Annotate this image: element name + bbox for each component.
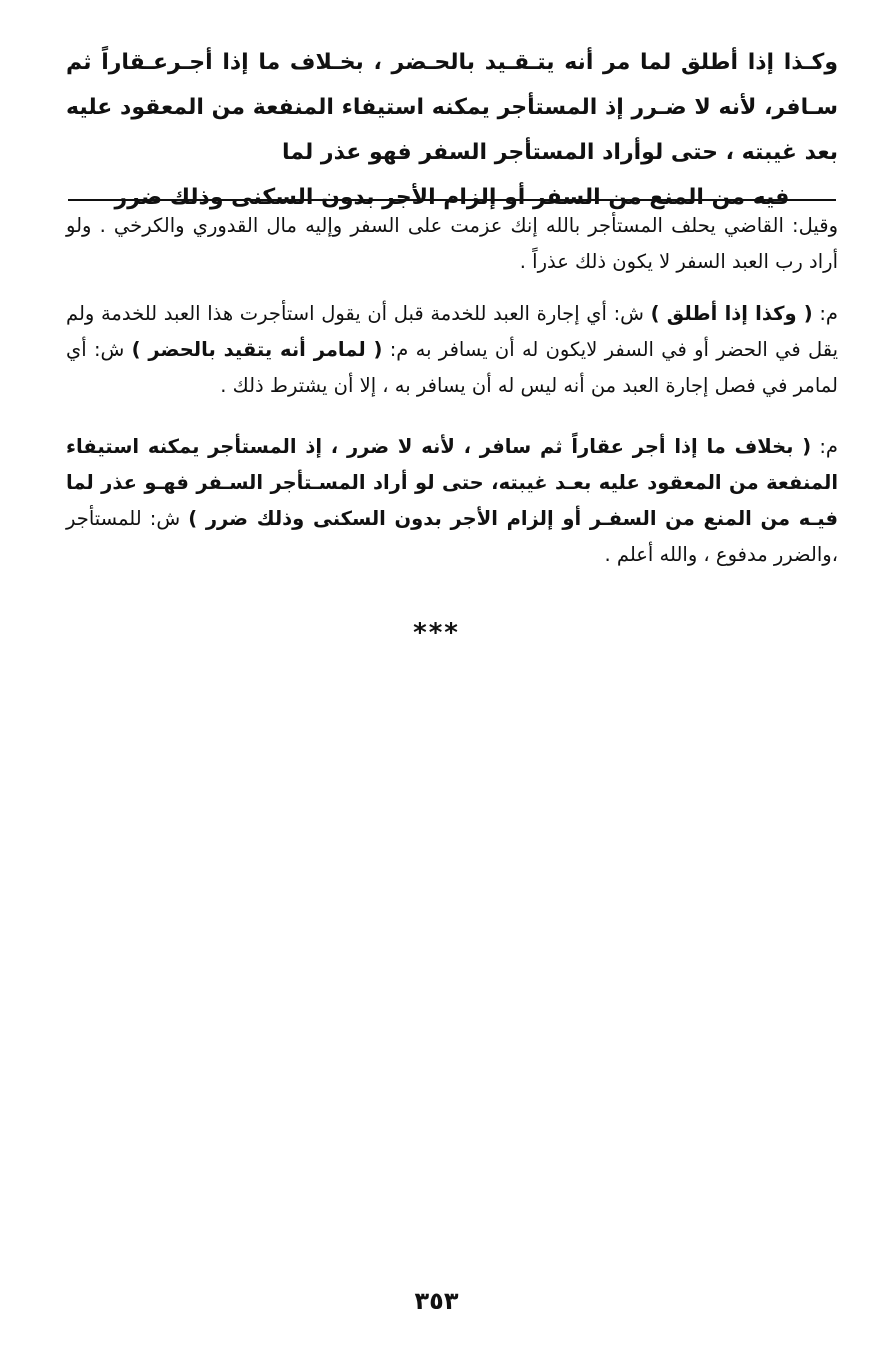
page-number: ٣٥٣: [414, 1287, 459, 1315]
matn-quote: ( بخلاف ما إذا أجر عقاراً ثم سافر ، لأنه لا ضرر ، إذ المستأجر يمكنه استيفاء المنفعة من المعقود عليه بعـد غيبته، حتى لو أراد المسـتأجر السـفر فهـو عذر لما فيـه من المنع من السفـر أو إلزام الأجر بدون السكنى وذلك ضرر ): [66, 435, 838, 530]
sharh-text: للمستأجر ،والضرر مدفوع ، والله أعلم .: [66, 507, 838, 566]
section-divider: [68, 199, 836, 201]
main-text-last-line: فيه من المنع من السفر أو إلزام الأجر بدون السكنى وذلك ضرر: [114, 185, 790, 210]
sharh-marker: ش:: [613, 302, 644, 325]
sharh-marker: ش:: [149, 507, 181, 530]
matn-marker: م:: [819, 435, 839, 458]
matn-quote: ( لمامر أنه يتقيد بالحضر ): [131, 338, 383, 361]
main-text-body: وكـذا إذا أطلق لما مر أنه يتـقـيد بالحـضر ، بخـلاف ما إذا أجـرعـقاراً ثم سـافر، لأنه لا ضـرر إذ المستأجر يمكنه استيفاء المنفعة من المعقود عليه بعد غيبته ، حتى لوأراد المستأجر السفر فهو عذر لما: [66, 50, 838, 165]
sharh-text: أي إجارة العبد للخدمة قبل أن يقول استأجرت هذا العبد للخدمة ولم يقل في الحضر أو في السفر لايكون له أن يسافر به: [66, 302, 838, 361]
sharh-marker: ش:: [93, 338, 125, 361]
sharh-text: أي لمامر في فصل إجارة العبد من أنه ليس له أن يسافر به ، إلا أن يشترط ذلك .: [66, 338, 838, 397]
commentary-paragraph-1: [66, 208, 838, 280]
commentary-paragraph-2: [66, 296, 838, 404]
main-text: [66, 40, 838, 220]
paragraph-1-text: وقيل: القاضي يحلف المستأجر بالله إنك عزمت على السفر وإليه مال القدوري والكرخي . ولو أراد رب العبد السفر لا يكون ذلك عذراً .: [66, 214, 838, 273]
matn-marker: م:: [819, 302, 839, 325]
matn-marker: م:: [389, 338, 409, 361]
commentary-paragraph-3: [66, 429, 838, 573]
section-separator: ***: [413, 618, 460, 648]
matn-quote: ( وكذا إذا أطلق ): [650, 302, 813, 325]
